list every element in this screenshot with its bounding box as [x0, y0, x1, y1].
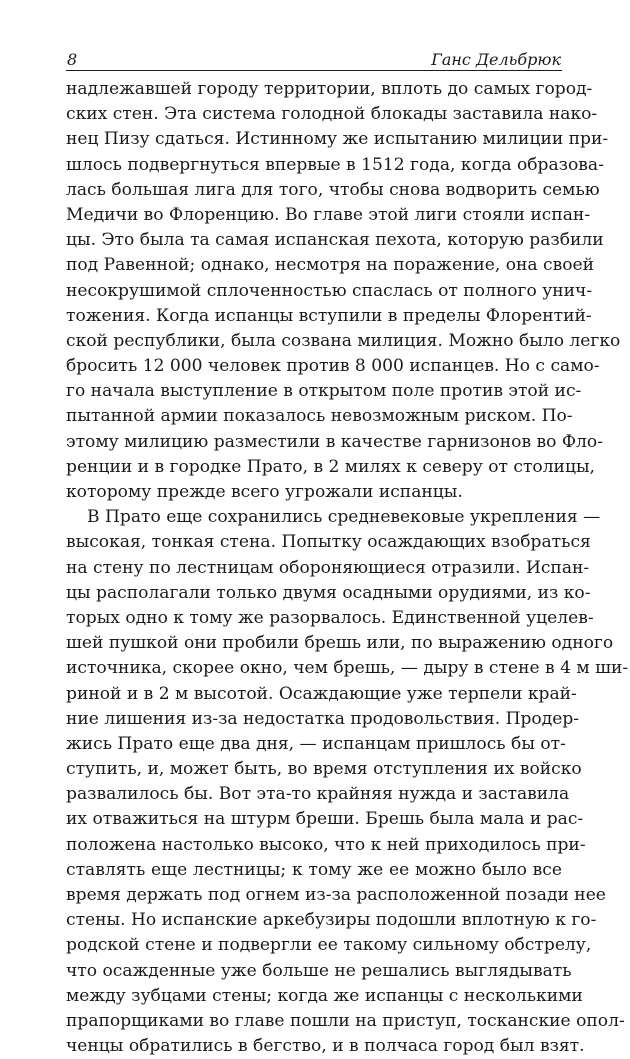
text-line: которому прежде всего угрожали испанцы. [66, 482, 463, 502]
page-header [66, 44, 562, 71]
text-line: что осажденные уже больше не решались выглядывать [66, 960, 572, 981]
text-line: несокрушимой сплоченностью спаслась от полного унич- [66, 280, 593, 301]
text-line: положена настолько высоко, что к ней приходилось при- [66, 834, 586, 855]
text-line: их отважиться на штурм бреши. Брешь была мала и рас- [66, 809, 584, 830]
text-line: тожения. Когда испанцы вступили в пределы Флорентий- [66, 305, 592, 326]
text-line: ставлять еще лестницы; к тому же ее можно было все [66, 859, 562, 880]
text-line: шлось подвергнуться впервые в 1512 года, когда образова- [66, 154, 604, 175]
text-line: родской стене и подвергли ее такому сильному обстрелу, [66, 935, 592, 956]
text-line: высокая, тонкая стена. Попытку осаждающих взобраться [66, 532, 591, 553]
text-line: надлежавшей городу территории, вплоть до самых город- [66, 79, 593, 99]
text-line: ние лишения из-за недостатка продовольствия. Продер- [66, 708, 580, 729]
text-line: риной и в 2 м высотой. Осаждающие уже терпели край- [66, 683, 577, 704]
text-line: цы располагали только двумя осадными орудиями, из ко- [66, 582, 591, 603]
text-line: между зубцами стены; когда же испанцы с несколькими [66, 985, 583, 1006]
paragraph [66, 77, 621, 505]
text-line: время держать под огнем из-за расположенной позади нее [66, 885, 606, 905]
paragraph [66, 505, 629, 1059]
page-number: 8 [67, 50, 78, 69]
text-line: го начала выступление в открытом поле против этой ис- [66, 381, 582, 402]
text-line: нец Пизу сдаться. Истинному же испытанию милиции при- [66, 129, 609, 150]
body-text [66, 77, 629, 1059]
text-line: ступить, и, может быть, во время отступления их войско [66, 759, 582, 780]
text-line: ских стен. Эта система голодной блокады заставила нако- [66, 104, 598, 125]
text-line: ской республики, была созвана милиция. Можно было легко [66, 330, 621, 351]
text-line: ренции и в городке Прато, в 2 милях к северу от столицы, [66, 456, 595, 477]
text-line: источника, скорее окно, чем брешь, — дыру в стене в 4 м ши- [66, 658, 629, 679]
running-head: Ганс Дельбрюк [431, 50, 561, 69]
text-line: этому милицию разместили в качестве гарнизонов во Фло- [66, 431, 603, 452]
text-line: развалилось бы. Вот эта-то крайняя нужда и заставила [66, 784, 570, 805]
text-line: цы. Это была та самая испанская пехота, которую разбили [66, 230, 604, 251]
text-line: под Равенной; однако, несмотря на поражение, она своей [66, 255, 595, 276]
text-line: бросить 12 000 человек против 8 000 испанцев. Но с само- [66, 356, 600, 377]
text-line: пытанной армии показалось невозможным риском. По- [66, 406, 573, 427]
text-line: стены. Но испанские аркебузиры подошли вплотную к го- [66, 910, 597, 931]
text-line: шей пушкой они пробили брешь или, по выражению одного [66, 633, 614, 654]
text-line: прапорщиками во главе пошли на приступ, тосканские опол- [66, 1010, 625, 1031]
text-line: на стену по лестницам обороняющиеся отразили. Испан- [66, 557, 590, 578]
text-line: лась большая лига для того, чтобы снова водворить семью [66, 179, 600, 200]
text-line: жись Прато еще два дня, — испанцам пришлось бы от- [66, 733, 566, 754]
text-line: торых одно к тому же разорвалось. Единственной уцелев- [66, 607, 594, 628]
text-line: Медичи во Флоренцию. Во главе этой лиги стояли испан- [66, 204, 591, 225]
text-line: ченцы обратились в бегство, и в полчаса город был взят. [66, 1036, 585, 1057]
text-line: В Прато еще сохранились средневековые укрепления — [87, 507, 601, 528]
book-page [66, 44, 629, 1059]
